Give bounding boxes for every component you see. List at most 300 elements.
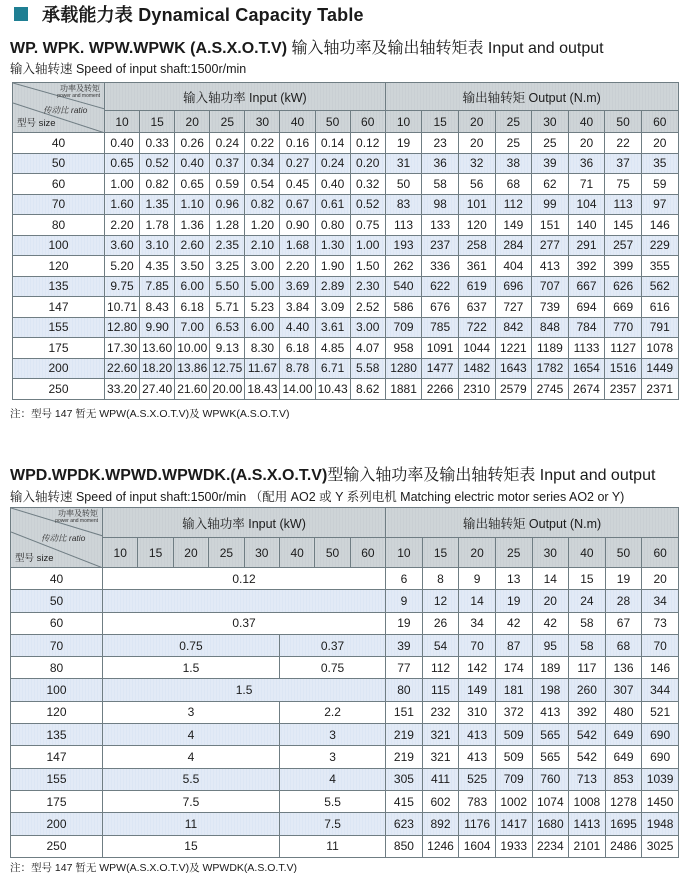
input-power-cell: 5.50 bbox=[210, 276, 245, 297]
input-power-cell: 8.30 bbox=[245, 338, 280, 359]
corner-size: 型号 size bbox=[17, 118, 56, 129]
input-power-cell: 9.75 bbox=[105, 276, 140, 297]
output-torque-cell: 113 bbox=[605, 194, 642, 215]
table2-heading-models: WPD.WPDK.WPWD.WPWDK.(A.S.X.O.T.V) bbox=[10, 467, 328, 484]
output-torque-cell: 9 bbox=[386, 590, 423, 612]
table-row bbox=[13, 194, 679, 215]
output-torque-cell: 260 bbox=[569, 679, 606, 701]
input-power-cell: 1.30 bbox=[315, 235, 350, 256]
output-ratio-header: 25 bbox=[495, 538, 532, 568]
corner-power-moment: 功率及转矩 power and moment bbox=[57, 84, 100, 99]
output-torque-cell: 149 bbox=[459, 679, 496, 701]
output-torque-cell: 413 bbox=[532, 701, 569, 723]
output-torque-cell: 361 bbox=[458, 256, 495, 277]
output-torque-cell: 23 bbox=[422, 133, 459, 154]
output-torque-cell: 113 bbox=[385, 215, 422, 236]
output-torque-cell: 727 bbox=[495, 297, 532, 318]
output-torque-cell: 1176 bbox=[459, 813, 496, 835]
output-ratio-header: 15 bbox=[422, 111, 459, 133]
output-torque-cell: 133 bbox=[422, 215, 459, 236]
input-power-cell: 12.80 bbox=[105, 317, 140, 338]
input-power-cell: 17.30 bbox=[105, 338, 140, 359]
input-power-cell: 2.10 bbox=[245, 235, 280, 256]
size-cell: 100 bbox=[13, 235, 105, 256]
output-torque-cell: 38 bbox=[495, 153, 532, 174]
output-torque-cell: 68 bbox=[605, 634, 642, 656]
output-torque-cell: 784 bbox=[568, 317, 605, 338]
table1-heading-models: WP. WPK. WPW.WPWK (A.S.X.O.T.V) bbox=[10, 40, 288, 57]
output-torque-cell: 25 bbox=[495, 133, 532, 154]
input-power-cell: 14.00 bbox=[280, 379, 315, 400]
output-ratio-header: 60 bbox=[642, 538, 679, 568]
input-power-cell: 4.35 bbox=[140, 256, 175, 277]
capacity-table-1 bbox=[12, 82, 679, 400]
output-torque-cell: 24 bbox=[569, 590, 606, 612]
output-torque-cell: 181 bbox=[495, 679, 532, 701]
input-ratio-header: 30 bbox=[245, 111, 280, 133]
input-power-cell: 0.27 bbox=[280, 153, 315, 174]
output-torque-cell: 31 bbox=[385, 153, 422, 174]
size-cell: 50 bbox=[11, 590, 103, 612]
output-torque-cell: 6 bbox=[386, 568, 423, 590]
output-torque-cell: 12 bbox=[422, 590, 459, 612]
output-torque-cell: 1782 bbox=[532, 358, 569, 379]
output-torque-cell: 229 bbox=[641, 235, 678, 256]
output-torque-cell: 586 bbox=[385, 297, 422, 318]
input-power-cell: 13.60 bbox=[140, 338, 175, 359]
output-torque-cell: 151 bbox=[386, 701, 423, 723]
output-torque-cell: 310 bbox=[459, 701, 496, 723]
output-torque-cell: 83 bbox=[385, 194, 422, 215]
output-torque-cell: 262 bbox=[385, 256, 422, 277]
size-cell: 80 bbox=[13, 215, 105, 236]
output-torque-cell: 189 bbox=[532, 657, 569, 679]
input-power-cell: 0.52 bbox=[140, 153, 175, 174]
output-torque-cell: 2745 bbox=[532, 379, 569, 400]
output-torque-cell: 1074 bbox=[532, 790, 569, 812]
output-torque-cell: 73 bbox=[642, 612, 679, 634]
output-torque-cell: 87 bbox=[495, 634, 532, 656]
output-torque-cell: 117 bbox=[569, 657, 606, 679]
output-torque-cell: 305 bbox=[386, 768, 423, 790]
output-torque-cell: 25 bbox=[532, 133, 569, 154]
output-ratio-header: 40 bbox=[568, 111, 605, 133]
input-power-cell: 0.75 bbox=[103, 634, 280, 656]
output-torque-cell: 525 bbox=[459, 768, 496, 790]
output-torque-cell: 97 bbox=[641, 194, 678, 215]
corner-ratio: 传动比 ratio bbox=[41, 533, 86, 543]
input-power-cell: 12.75 bbox=[210, 358, 245, 379]
output-torque-cell: 20 bbox=[641, 133, 678, 154]
output-torque-cell: 1246 bbox=[422, 835, 459, 857]
table-row bbox=[13, 317, 679, 338]
output-torque-cell: 14 bbox=[532, 568, 569, 590]
output-torque-cell: 42 bbox=[532, 612, 569, 634]
output-torque-cell: 336 bbox=[422, 256, 459, 277]
input-power-cell: 0.54 bbox=[245, 174, 280, 195]
output-torque-cell: 616 bbox=[641, 297, 678, 318]
output-torque-cell: 146 bbox=[642, 657, 679, 679]
input-power-cell bbox=[103, 590, 386, 612]
input-power-cell: 5.23 bbox=[245, 297, 280, 318]
input-power-cell: 0.65 bbox=[175, 174, 210, 195]
input-power-cell: 4.85 bbox=[315, 338, 350, 359]
input-power-cell: 0.37 bbox=[103, 612, 386, 634]
input-power-cell: 13.86 bbox=[175, 358, 210, 379]
output-torque-cell: 411 bbox=[422, 768, 459, 790]
output-torque-cell: 174 bbox=[495, 657, 532, 679]
output-torque-cell: 2234 bbox=[532, 835, 569, 857]
input-ratio-header: 60 bbox=[350, 111, 385, 133]
input-power-cell: 0.52 bbox=[350, 194, 385, 215]
table-row bbox=[11, 634, 679, 656]
size-cell: 200 bbox=[11, 813, 103, 835]
output-torque-cell: 101 bbox=[458, 194, 495, 215]
table2-note: 注：型号 147 暂无 WPW(A.S.X.O.T.V)及 WPWDK(A.S.O.T.V) bbox=[10, 862, 298, 874]
input-power-cell: 3.25 bbox=[210, 256, 245, 277]
input-power-cell: 6.71 bbox=[315, 358, 350, 379]
output-torque-cell: 39 bbox=[386, 634, 423, 656]
input-power-cell: 0.32 bbox=[350, 174, 385, 195]
output-torque-cell: 54 bbox=[422, 634, 459, 656]
output-torque-cell: 713 bbox=[569, 768, 606, 790]
output-torque-cell: 853 bbox=[605, 768, 642, 790]
capacity-table-2 bbox=[10, 507, 679, 858]
input-power-cell: 1.90 bbox=[315, 256, 350, 277]
output-torque-cell: 1189 bbox=[532, 338, 569, 359]
input-power-cell: 10.43 bbox=[315, 379, 350, 400]
table-row bbox=[13, 174, 679, 195]
input-power-cell: 7.5 bbox=[103, 790, 280, 812]
table-row bbox=[11, 790, 679, 812]
input-power-cell: 18.43 bbox=[245, 379, 280, 400]
input-power-cell: 1.5 bbox=[103, 679, 386, 701]
output-torque-cell: 783 bbox=[459, 790, 496, 812]
output-torque-cell: 1604 bbox=[459, 835, 496, 857]
output-torque-cell: 19 bbox=[495, 590, 532, 612]
size-cell: 50 bbox=[13, 153, 105, 174]
input-power-cell: 0.37 bbox=[210, 153, 245, 174]
output-torque-cell: 480 bbox=[605, 701, 642, 723]
output-torque-cell: 71 bbox=[568, 174, 605, 195]
input-ratio-header: 40 bbox=[279, 538, 314, 568]
output-torque-cell: 68 bbox=[495, 174, 532, 195]
output-torque-cell: 80 bbox=[386, 679, 423, 701]
output-torque-cell: 2310 bbox=[458, 379, 495, 400]
input-power-cell: 2.35 bbox=[210, 235, 245, 256]
output-torque-cell: 145 bbox=[605, 215, 642, 236]
output-torque-cell: 15 bbox=[569, 568, 606, 590]
input-power-cell: 11 bbox=[103, 813, 280, 835]
table2-speed: 输入轴转速 Speed of input shaft:1500r/min （配用 AO2 或 Y 系列电机 Matching electric motor series AO2 or Y) bbox=[10, 490, 625, 504]
input-ratio-header: 30 bbox=[244, 538, 279, 568]
size-cell: 200 bbox=[13, 358, 105, 379]
output-torque-cell: 1933 bbox=[495, 835, 532, 857]
input-power-cell: 5.00 bbox=[245, 276, 280, 297]
output-ratio-header: 25 bbox=[495, 111, 532, 133]
input-power-cell: 3.69 bbox=[280, 276, 315, 297]
size-cell: 120 bbox=[11, 701, 103, 723]
output-torque-cell: 20 bbox=[532, 590, 569, 612]
input-power-cell: 1.68 bbox=[280, 235, 315, 256]
output-ratio-header: 15 bbox=[422, 538, 459, 568]
output-torque-cell: 34 bbox=[459, 612, 496, 634]
output-ratio-header: 60 bbox=[641, 111, 678, 133]
input-power-cell: 3.00 bbox=[245, 256, 280, 277]
input-power-cell: 0.75 bbox=[279, 657, 385, 679]
table-row bbox=[11, 768, 679, 790]
output-torque-cell: 56 bbox=[458, 174, 495, 195]
table-row bbox=[11, 813, 679, 835]
output-header: 输出轴转矩 Output (N.m) bbox=[386, 508, 679, 538]
input-power-cell: 8.43 bbox=[140, 297, 175, 318]
output-torque-cell: 1039 bbox=[642, 768, 679, 790]
table2-heading bbox=[10, 462, 655, 485]
output-torque-cell: 9 bbox=[459, 568, 496, 590]
table-row bbox=[11, 590, 679, 612]
output-torque-cell: 1654 bbox=[568, 358, 605, 379]
input-ratio-header: 20 bbox=[173, 538, 208, 568]
table-row bbox=[11, 724, 679, 746]
output-torque-cell: 1008 bbox=[569, 790, 606, 812]
output-torque-cell: 1477 bbox=[422, 358, 459, 379]
input-power-cell: 0.96 bbox=[210, 194, 245, 215]
section-title bbox=[10, 2, 364, 26]
size-cell: 80 bbox=[11, 657, 103, 679]
input-ratio-header: 20 bbox=[175, 111, 210, 133]
output-torque-cell: 70 bbox=[642, 634, 679, 656]
output-torque-cell: 115 bbox=[422, 679, 459, 701]
output-torque-cell: 2579 bbox=[495, 379, 532, 400]
output-torque-cell: 19 bbox=[605, 568, 642, 590]
output-header: 输出轴转矩 Output (N.m) bbox=[385, 83, 678, 111]
size-cell: 250 bbox=[13, 379, 105, 400]
output-torque-cell: 2486 bbox=[605, 835, 642, 857]
input-power-cell: 0.33 bbox=[140, 133, 175, 154]
input-power-cell: 0.16 bbox=[280, 133, 315, 154]
output-torque-cell: 32 bbox=[458, 153, 495, 174]
output-torque-cell: 707 bbox=[532, 276, 569, 297]
input-power-cell: 0.80 bbox=[315, 215, 350, 236]
output-torque-cell: 219 bbox=[386, 724, 423, 746]
output-torque-cell: 42 bbox=[495, 612, 532, 634]
output-torque-cell: 77 bbox=[386, 657, 423, 679]
input-ratio-header: 60 bbox=[350, 538, 385, 568]
input-ratio-header: 15 bbox=[138, 538, 173, 568]
output-torque-cell: 626 bbox=[605, 276, 642, 297]
table-row bbox=[13, 358, 679, 379]
input-power-cell: 0.82 bbox=[140, 174, 175, 195]
output-torque-cell: 19 bbox=[386, 612, 423, 634]
output-torque-cell: 622 bbox=[422, 276, 459, 297]
output-torque-cell: 850 bbox=[386, 835, 423, 857]
output-torque-cell: 104 bbox=[568, 194, 605, 215]
input-power-cell: 7.00 bbox=[175, 317, 210, 338]
table-row bbox=[13, 256, 679, 277]
table-row bbox=[13, 338, 679, 359]
output-torque-cell: 2371 bbox=[641, 379, 678, 400]
output-torque-cell: 1091 bbox=[422, 338, 459, 359]
output-torque-cell: 2674 bbox=[568, 379, 605, 400]
table2-heading-desc: 型输入轴功率及输出轴转矩表 Input and output bbox=[327, 467, 656, 484]
input-ratio-header: 25 bbox=[209, 538, 244, 568]
size-cell: 175 bbox=[13, 338, 105, 359]
input-power-cell: 6.18 bbox=[280, 338, 315, 359]
input-power-cell: 3 bbox=[279, 746, 385, 768]
output-torque-cell: 58 bbox=[569, 634, 606, 656]
output-torque-cell: 1413 bbox=[569, 813, 606, 835]
table1-note: 注：型号 147 暂无 WPW(A.S.X.O.T.V)及 WPWK(A.S.O.T.V) bbox=[10, 408, 290, 420]
output-torque-cell: 1278 bbox=[605, 790, 642, 812]
input-power-cell: 4 bbox=[103, 724, 280, 746]
output-torque-cell: 509 bbox=[495, 724, 532, 746]
input-power-cell: 1.78 bbox=[140, 215, 175, 236]
size-cell: 135 bbox=[11, 724, 103, 746]
output-torque-cell: 13 bbox=[495, 568, 532, 590]
size-cell: 60 bbox=[13, 174, 105, 195]
table-row bbox=[11, 679, 679, 701]
output-torque-cell: 62 bbox=[532, 174, 569, 195]
input-power-cell: 4.40 bbox=[280, 317, 315, 338]
output-ratio-header: 40 bbox=[569, 538, 606, 568]
corner-header bbox=[13, 83, 105, 133]
output-torque-cell: 1516 bbox=[605, 358, 642, 379]
output-torque-cell: 112 bbox=[422, 657, 459, 679]
input-power-cell: 5.20 bbox=[105, 256, 140, 277]
output-torque-cell: 542 bbox=[569, 724, 606, 746]
input-power-cell: 3.60 bbox=[105, 235, 140, 256]
input-power-cell: 8.62 bbox=[350, 379, 385, 400]
output-torque-cell: 344 bbox=[642, 679, 679, 701]
input-power-cell: 18.20 bbox=[140, 358, 175, 379]
input-power-cell: 1.28 bbox=[210, 215, 245, 236]
output-torque-cell: 58 bbox=[569, 612, 606, 634]
input-ratio-header: 50 bbox=[315, 538, 350, 568]
input-power-cell: 0.24 bbox=[315, 153, 350, 174]
output-torque-cell: 2266 bbox=[422, 379, 459, 400]
output-torque-cell: 112 bbox=[495, 194, 532, 215]
input-power-cell: 20.00 bbox=[210, 379, 245, 400]
output-torque-cell: 14 bbox=[459, 590, 496, 612]
input-power-cell: 5.58 bbox=[350, 358, 385, 379]
table-row bbox=[13, 297, 679, 318]
table-row bbox=[11, 746, 679, 768]
input-power-cell: 2.30 bbox=[350, 276, 385, 297]
input-power-cell: 0.61 bbox=[315, 194, 350, 215]
output-torque-cell: 142 bbox=[459, 657, 496, 679]
output-torque-cell: 399 bbox=[605, 256, 642, 277]
input-power-cell: 2.89 bbox=[315, 276, 350, 297]
output-torque-cell: 602 bbox=[422, 790, 459, 812]
output-torque-cell: 34 bbox=[642, 590, 679, 612]
output-torque-cell: 1127 bbox=[605, 338, 642, 359]
input-power-cell: 2.52 bbox=[350, 297, 385, 318]
output-torque-cell: 521 bbox=[642, 701, 679, 723]
output-torque-cell: 1643 bbox=[495, 358, 532, 379]
output-torque-cell: 19 bbox=[385, 133, 422, 154]
input-power-cell: 7.85 bbox=[140, 276, 175, 297]
output-torque-cell: 20 bbox=[642, 568, 679, 590]
output-torque-cell: 649 bbox=[605, 746, 642, 768]
table-row bbox=[13, 379, 679, 400]
input-power-cell: 0.24 bbox=[210, 133, 245, 154]
input-power-cell: 4 bbox=[103, 746, 280, 768]
input-power-cell: 3.61 bbox=[315, 317, 350, 338]
output-torque-cell: 26 bbox=[422, 612, 459, 634]
input-power-cell: 2.20 bbox=[280, 256, 315, 277]
input-power-cell: 6.00 bbox=[245, 317, 280, 338]
input-power-cell: 0.26 bbox=[175, 133, 210, 154]
input-power-cell: 4.07 bbox=[350, 338, 385, 359]
input-ratio-header: 40 bbox=[280, 111, 315, 133]
output-ratio-header: 30 bbox=[532, 111, 569, 133]
output-torque-cell: 98 bbox=[422, 194, 459, 215]
output-torque-cell: 1449 bbox=[641, 358, 678, 379]
output-torque-cell: 219 bbox=[386, 746, 423, 768]
output-torque-cell: 739 bbox=[532, 297, 569, 318]
output-torque-cell: 237 bbox=[422, 235, 459, 256]
input-header: 输入轴功率 Input (kW) bbox=[105, 83, 386, 111]
input-power-cell: 22.60 bbox=[105, 358, 140, 379]
input-power-cell: 1.60 bbox=[105, 194, 140, 215]
input-ratio-header: 10 bbox=[103, 538, 138, 568]
output-torque-cell: 8 bbox=[422, 568, 459, 590]
output-ratio-header: 10 bbox=[385, 111, 422, 133]
output-torque-cell: 20 bbox=[458, 133, 495, 154]
output-torque-cell: 120 bbox=[458, 215, 495, 236]
square-bullet-icon bbox=[14, 7, 28, 21]
input-power-cell: 2.20 bbox=[105, 215, 140, 236]
size-cell: 250 bbox=[11, 835, 103, 857]
size-cell: 120 bbox=[13, 256, 105, 277]
input-power-cell: 3.50 bbox=[175, 256, 210, 277]
output-torque-cell: 3025 bbox=[642, 835, 679, 857]
output-torque-cell: 509 bbox=[495, 746, 532, 768]
input-power-cell: 0.90 bbox=[280, 215, 315, 236]
input-power-cell: 0.67 bbox=[280, 194, 315, 215]
output-torque-cell: 20 bbox=[568, 133, 605, 154]
input-power-cell: 1.10 bbox=[175, 194, 210, 215]
output-torque-cell: 37 bbox=[605, 153, 642, 174]
input-power-cell: 15 bbox=[103, 835, 280, 857]
input-power-cell: 1.36 bbox=[175, 215, 210, 236]
output-torque-cell: 99 bbox=[532, 194, 569, 215]
input-power-cell: 8.78 bbox=[280, 358, 315, 379]
input-power-cell: 3.10 bbox=[140, 235, 175, 256]
output-ratio-header: 30 bbox=[532, 538, 569, 568]
input-power-cell: 1.20 bbox=[245, 215, 280, 236]
output-torque-cell: 1280 bbox=[385, 358, 422, 379]
output-ratio-header: 20 bbox=[458, 111, 495, 133]
table-row bbox=[13, 215, 679, 236]
input-ratio-header: 25 bbox=[210, 111, 245, 133]
output-torque-cell: 1002 bbox=[495, 790, 532, 812]
output-torque-cell: 1133 bbox=[568, 338, 605, 359]
output-torque-cell: 2101 bbox=[569, 835, 606, 857]
size-cell: 155 bbox=[11, 768, 103, 790]
corner-header bbox=[11, 508, 103, 568]
output-torque-cell: 2357 bbox=[605, 379, 642, 400]
output-torque-cell: 1680 bbox=[532, 813, 569, 835]
output-torque-cell: 67 bbox=[605, 612, 642, 634]
input-power-cell: 7.5 bbox=[279, 813, 385, 835]
output-torque-cell: 637 bbox=[458, 297, 495, 318]
output-torque-cell: 415 bbox=[386, 790, 423, 812]
size-cell: 155 bbox=[13, 317, 105, 338]
corner-size: 型号 size bbox=[15, 553, 54, 564]
output-torque-cell: 59 bbox=[641, 174, 678, 195]
table-row bbox=[13, 133, 679, 154]
